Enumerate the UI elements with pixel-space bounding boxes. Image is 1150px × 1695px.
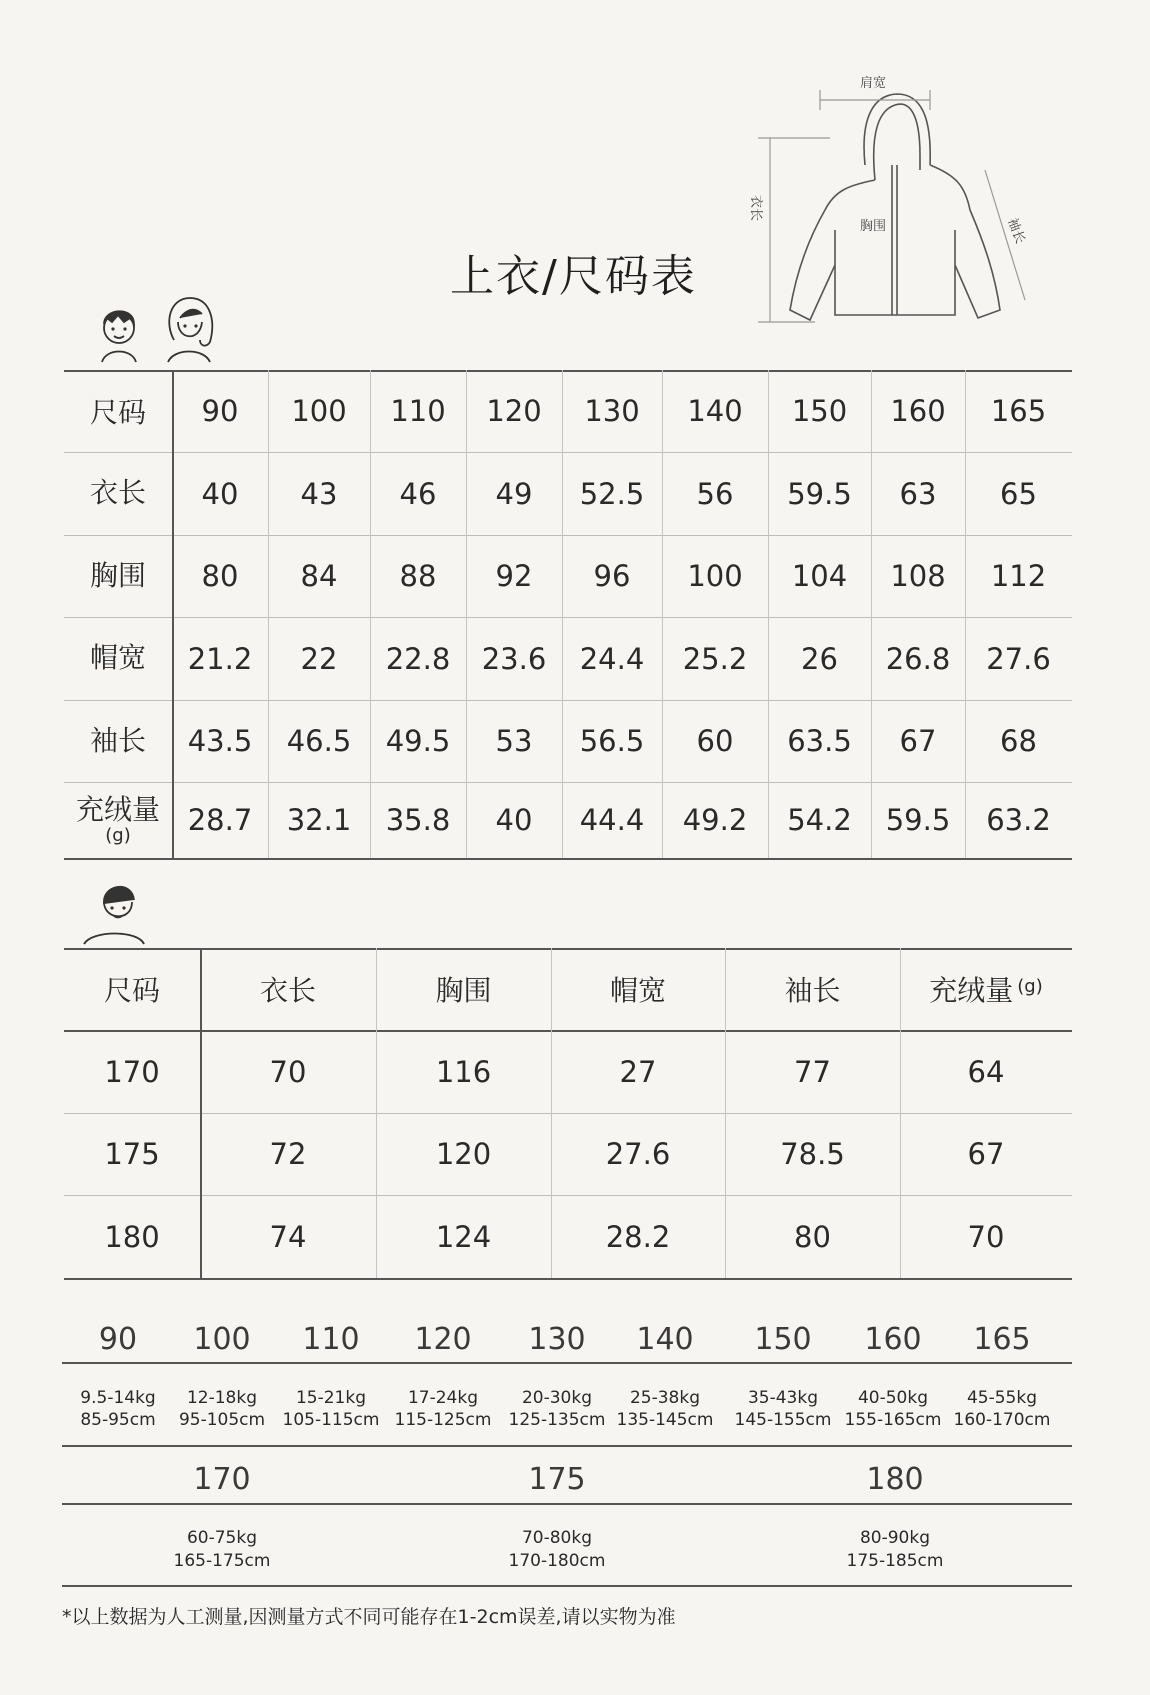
table-cell: 44.4: [579, 803, 645, 837]
reference-weight: 9.5-14kg: [80, 1388, 156, 1408]
reference-divider: [62, 1585, 1072, 1587]
size-header-cell: 130: [584, 394, 640, 428]
table-cell: 70: [967, 1219, 1005, 1254]
row-label: [64, 535, 172, 617]
reference-size: 130: [528, 1322, 586, 1357]
reference-size: 180: [866, 1462, 924, 1497]
column-header-text: 胸围: [435, 974, 492, 1007]
row-label: [64, 452, 172, 535]
reference-weight: 60-75kg: [186, 1528, 258, 1548]
table-cell: 49.2: [682, 803, 748, 837]
row-label-text: 充绒量: [75, 792, 160, 826]
column-header-text: 尺码: [103, 974, 160, 1007]
table-cell: 124: [435, 1219, 492, 1254]
column-header-text: 充绒量: [929, 974, 1014, 1007]
table-cell: 43: [300, 476, 338, 511]
table-cell: 84: [300, 559, 338, 593]
table-cell: 24.4: [579, 641, 645, 676]
table-cell: 108: [890, 559, 946, 593]
reference-size: 175: [528, 1462, 586, 1497]
size-header-cell: 100: [291, 394, 347, 428]
column-header: [551, 948, 725, 1030]
reference-weight: 40-50kg: [857, 1388, 929, 1408]
row-label-text: 胸围: [89, 558, 146, 592]
shoulder-label: 肩宽: [860, 76, 887, 91]
size-header-cell: 165: [990, 394, 1047, 428]
reference-size: 100: [193, 1322, 251, 1357]
table-cell: 88: [399, 559, 437, 593]
reference-weight: 25-38kg: [629, 1388, 701, 1408]
table-cell: 22: [300, 641, 338, 676]
column-header: [200, 948, 376, 1030]
table-cell: 77: [794, 1054, 831, 1089]
table-cell: 40: [201, 476, 239, 511]
table-cell: 64: [967, 1054, 1005, 1089]
table-cell: 96: [593, 559, 631, 593]
column-header: [376, 948, 551, 1030]
reference-size: 110: [302, 1322, 360, 1357]
table-cell: 46: [399, 476, 437, 511]
row-label: [64, 617, 172, 700]
table-cell: 43.5: [187, 724, 253, 758]
reference-height: 115-125cm: [394, 1410, 492, 1430]
reference-size: 165: [973, 1322, 1031, 1357]
table-cell: 25.2: [682, 641, 748, 676]
table-cell: 22.8: [385, 641, 451, 676]
table-cell: 175: [104, 1137, 160, 1171]
reference-height: 85-95cm: [80, 1410, 156, 1430]
measurement-note: *以上数据为人工测量,因测量方式不同可能存在1-2cm误差,请以实物为准: [62, 1606, 676, 1628]
reference-size: 160: [864, 1322, 922, 1357]
table-cell: 59.5: [885, 803, 951, 837]
reference-weight: 12-18kg: [186, 1388, 258, 1408]
table-cell: 104: [791, 559, 848, 593]
column-header-text: 袖长: [784, 974, 841, 1007]
table-cell: 63: [899, 476, 937, 511]
table-cell: 74: [269, 1219, 307, 1254]
table-cell: 80: [794, 1219, 831, 1254]
table-cell: 52.5: [579, 476, 645, 511]
reference-height: 155-165cm: [844, 1410, 942, 1430]
reference-height: 170-180cm: [508, 1551, 606, 1571]
table-cell: 70: [269, 1054, 307, 1089]
column-header-text: 帽宽: [609, 974, 666, 1007]
table-cell: 32.1: [286, 803, 352, 837]
size-header-cell: 110: [390, 394, 446, 428]
reference-size: 150: [754, 1322, 812, 1357]
reference-divider: [62, 1362, 1072, 1364]
reference-weight: 80-90kg: [859, 1528, 931, 1548]
chest-label: 胸围: [860, 219, 887, 234]
size-header-cell: 160: [890, 394, 946, 428]
size-header-cell: 140: [687, 394, 743, 428]
table-cell: 67: [967, 1137, 1005, 1171]
reference-height: 95-105cm: [178, 1410, 266, 1430]
table-cell: 56.5: [579, 724, 645, 758]
reference-height: 175-185cm: [846, 1551, 944, 1571]
table-cell: 180: [104, 1219, 160, 1254]
reference-weight: 20-30kg: [521, 1388, 593, 1408]
column-header: [725, 948, 900, 1030]
reference-weight: 17-24kg: [407, 1388, 479, 1408]
table-cell: 49: [495, 476, 533, 511]
table-cell: 28.7: [187, 803, 253, 837]
reference-size: 170: [193, 1462, 251, 1497]
table-cell: 92: [495, 559, 533, 593]
table-cell: 27.6: [605, 1137, 671, 1171]
table-border-bottom: [64, 858, 1072, 860]
reference-weight: 70-80kg: [521, 1528, 593, 1548]
reference-divider: [62, 1503, 1072, 1505]
girl-icon: [160, 292, 222, 364]
boy-icon: [92, 300, 146, 364]
reference-height: 105-115cm: [282, 1410, 380, 1430]
row-label: [64, 700, 172, 782]
reference-size: 120: [414, 1322, 472, 1357]
reference-height: 145-155cm: [734, 1410, 832, 1430]
size-header-cell: 90: [201, 394, 239, 428]
table-cell: 60: [696, 724, 734, 758]
table-cell: 59.5: [787, 476, 852, 511]
table-cell: 65: [1000, 476, 1037, 511]
size-header-label: 尺码: [89, 396, 146, 429]
table-cell: 28.2: [605, 1219, 671, 1254]
reference-height: 135-145cm: [616, 1410, 714, 1430]
reference-weight: 45-55kg: [966, 1388, 1038, 1408]
table-cell: 67: [899, 724, 937, 758]
row-label: [64, 782, 172, 858]
page-title: 上衣/尺码表: [450, 251, 697, 302]
table-cell: 170: [104, 1054, 160, 1089]
table-cell: 27: [619, 1054, 657, 1089]
table-cell: 54.2: [787, 803, 852, 837]
table-cell: 112: [990, 559, 1047, 593]
man-icon: [82, 876, 148, 946]
reference-weight: 35-43kg: [747, 1388, 819, 1408]
reference-height: 160-170cm: [953, 1410, 1051, 1430]
table-cell: 63.5: [787, 724, 852, 758]
table-cell: 21.2: [187, 641, 253, 676]
row-label-text: 帽宽: [89, 641, 146, 675]
column-header: [900, 948, 1072, 1030]
reference-size: 140: [636, 1322, 694, 1357]
table-cell: 49.5: [385, 724, 451, 758]
jacket-diagram: [748, 70, 1110, 350]
size-header-cell: 120: [486, 394, 542, 428]
sleeve-label: 袖长: [1004, 216, 1028, 246]
table-cell: 23.6: [481, 641, 547, 676]
table-border-bottom: [64, 1278, 1072, 1280]
column-header-unit: (g): [1017, 975, 1043, 997]
table-cell: 27.6: [986, 641, 1051, 676]
row-label-text: 衣长: [89, 476, 146, 510]
table-cell: 56: [696, 476, 734, 511]
row-label-text: 袖长: [89, 723, 146, 757]
table-cell: 120: [435, 1137, 492, 1171]
table-cell: 40: [495, 803, 533, 837]
size-header-cell: 150: [791, 394, 848, 428]
table-cell: 80: [201, 559, 239, 593]
table-cell: 35.8: [385, 803, 451, 837]
table-cell: 53: [495, 724, 533, 758]
table-cell: 46.5: [286, 724, 352, 758]
table-cell: 63.2: [986, 803, 1051, 837]
column-header-text: 衣长: [259, 974, 316, 1007]
table-cell: 68: [1000, 724, 1037, 758]
reference-divider: [62, 1445, 1072, 1447]
reference-size: 90: [98, 1322, 138, 1357]
column-header: [64, 948, 200, 1030]
table-cell: 78.5: [780, 1137, 845, 1171]
table-cell: 100: [687, 559, 743, 593]
table-cell: 26: [801, 641, 838, 676]
table-cell: 116: [435, 1054, 492, 1089]
table-cell: 26.8: [885, 641, 951, 676]
reference-height: 165-175cm: [173, 1551, 271, 1571]
table-cell: 72: [269, 1137, 307, 1171]
length-label: 衣长: [748, 195, 763, 222]
row-label-unit: (g): [105, 824, 131, 846]
reference-height: 125-135cm: [508, 1410, 606, 1430]
reference-weight: 15-21kg: [295, 1388, 367, 1408]
